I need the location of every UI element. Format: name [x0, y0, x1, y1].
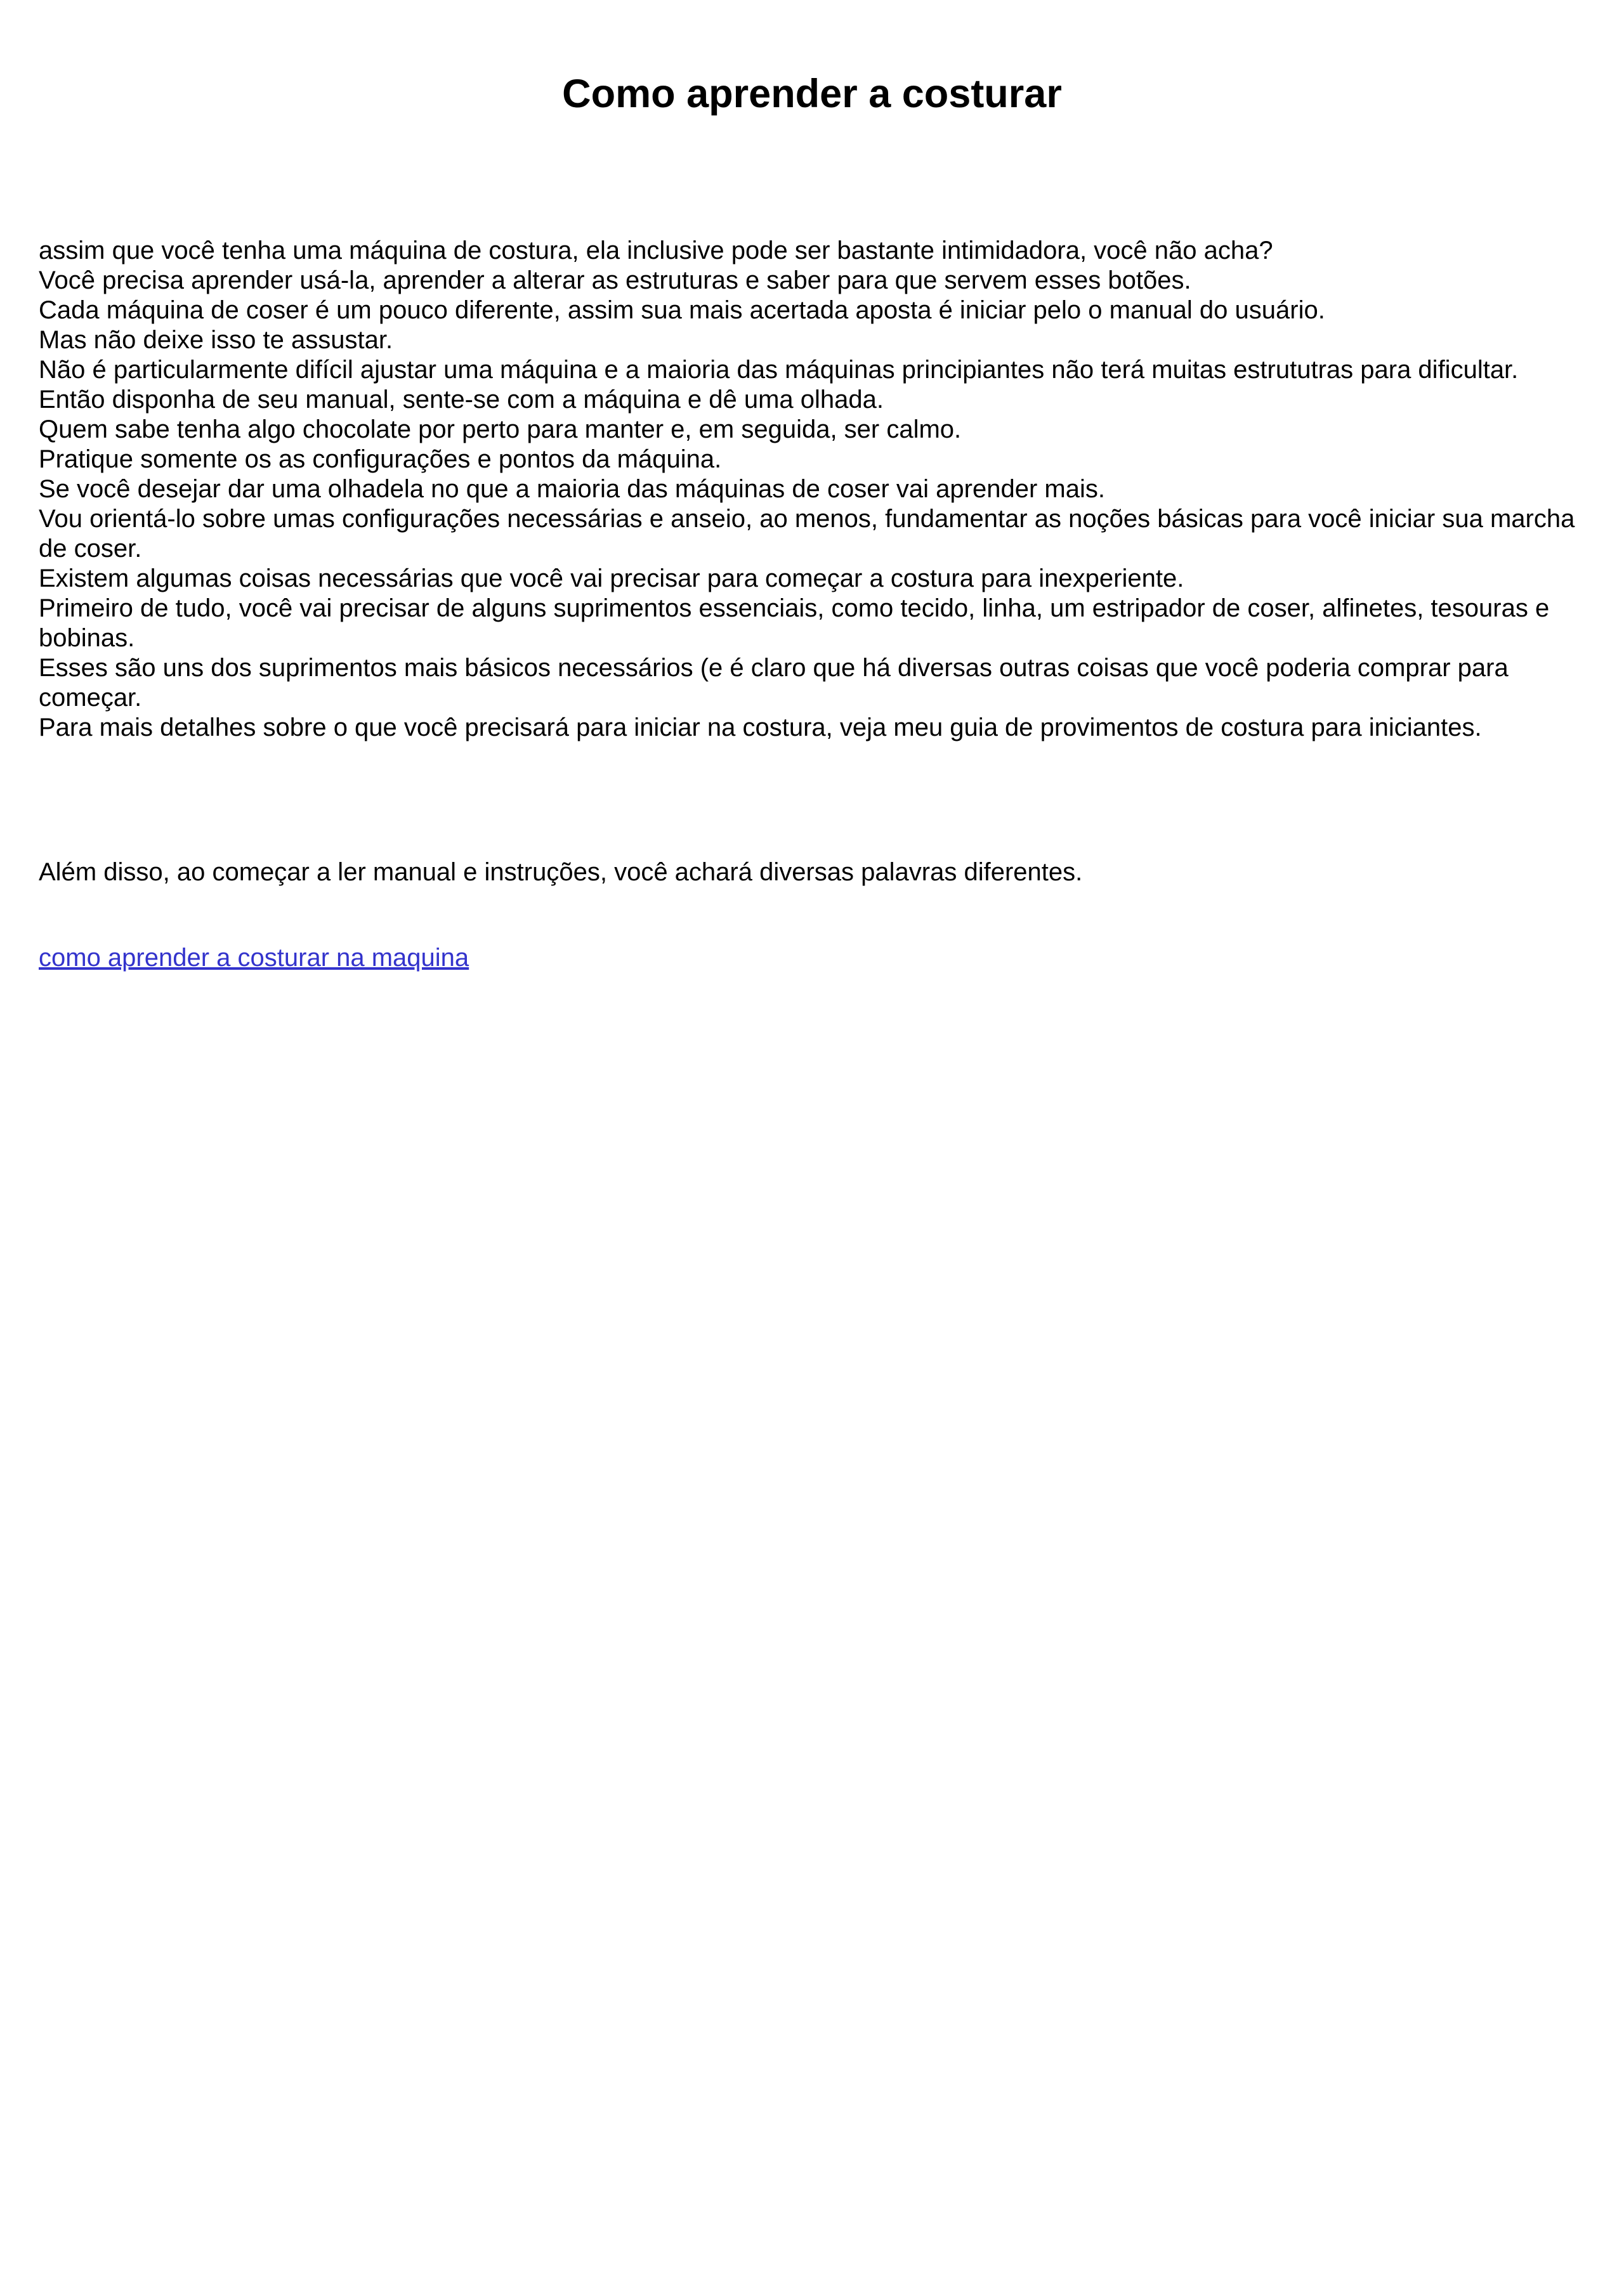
body-paragraph [39, 236, 1587, 743]
text-line: Vou orientá-lo sobre umas configurações necessárias e anseio, ao menos, fundamentar as noções básicas para você iniciar sua marcha de coser. [39, 505, 1575, 563]
text-line: Quem sabe tenha algo chocolate por perto para manter e, em seguida, ser calmo. [39, 415, 962, 443]
text-line: Mas não deixe isso te assustar. [39, 326, 393, 354]
text-line: Existem algumas coisas necessárias que você vai precisar para começar a costura para inexperiente. [39, 564, 1184, 592]
text-line: Esses são uns dos suprimentos mais básicos necessários (e é claro que há diversas outras coisas que você poderia comprar para começar. [39, 654, 1509, 712]
sewing-machine-link[interactable]: como aprender a costurar na maquina [39, 944, 469, 972]
text-line: Primeiro de tudo, você vai precisar de alguns suprimentos essenciais, como tecido, linha, um estripador de coser, alfinetes, tesouras e bobinas. [39, 594, 1550, 652]
page-title: Como aprender a costurar [562, 72, 1062, 116]
extra-paragraph: Além disso, ao começar a ler manual e instruções, você achará diversas palavras diferentes. [39, 858, 1083, 886]
text-line: assim que você tenha uma máquina de costura, ela inclusive pode ser bastante intimidadora, você não acha? [39, 237, 1273, 264]
text-line: Você precisa aprender usá-la, aprender a alterar as estruturas e saber para que servem esses botões. [39, 266, 1191, 294]
text-line: Então disponha de seu manual, sente-se com a máquina e dê uma olhada. [39, 386, 884, 414]
text-line: Pratique somente os as configurações e pontos da máquina. [39, 445, 722, 473]
text-line: Se você desejar dar uma olhadela no que a maioria das máquinas de coser vai aprender mais. [39, 475, 1105, 503]
text-line: Para mais detalhes sobre o que você precisará para iniciar na costura, veja meu guia de provimentos de costura para iniciantes. [39, 714, 1482, 741]
text-line: Cada máquina de coser é um pouco diferente, assim sua mais acertada aposta é iniciar pelo o manual do usuário. [39, 296, 1325, 324]
text-line: Não é particularmente difícil ajustar uma máquina e a maioria das máquinas principiantes não terá muitas estrututras para dificultar. [39, 356, 1519, 384]
